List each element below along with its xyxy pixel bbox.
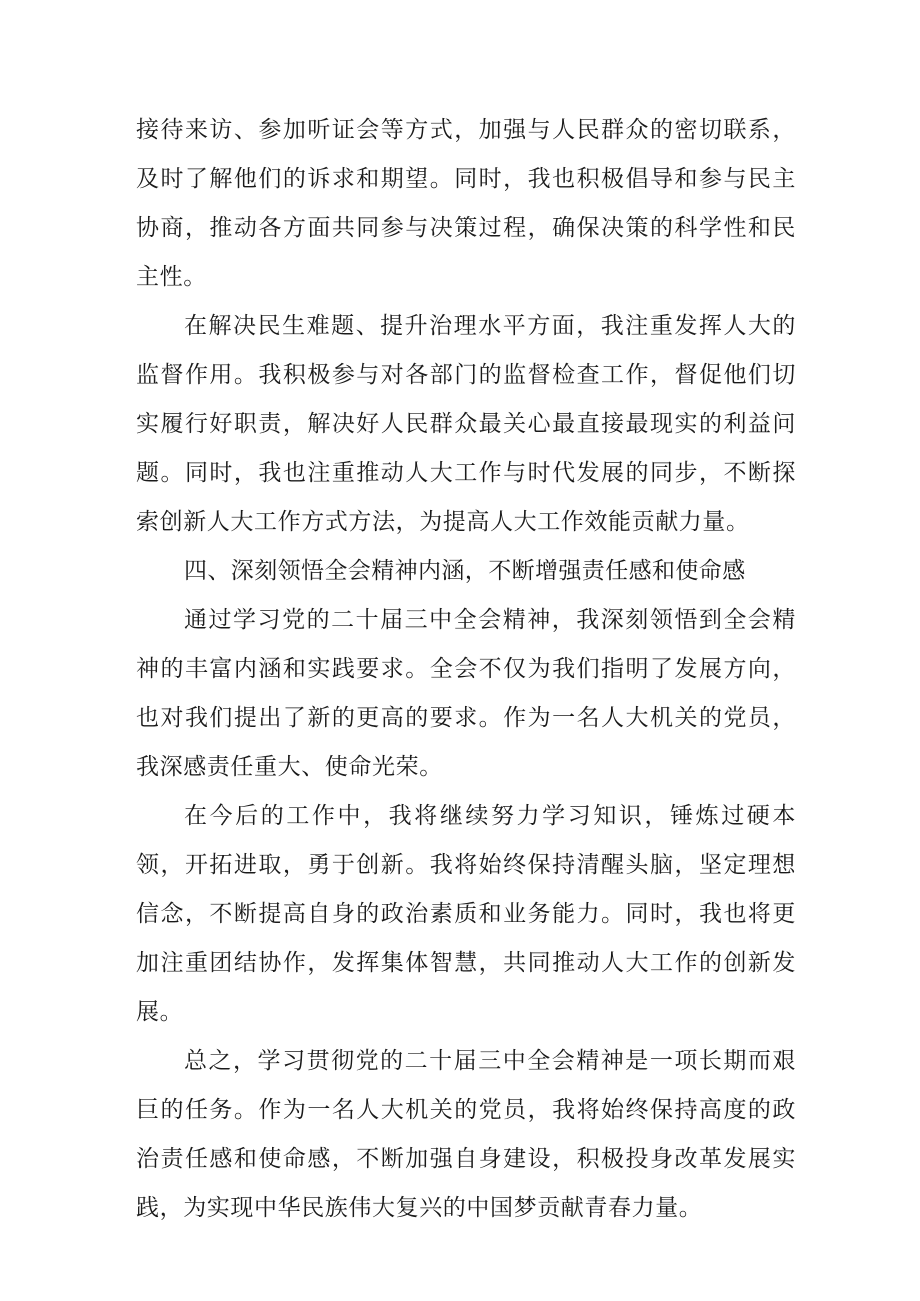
paragraph-study-spirit: 通过学习党的二十届三中全会精神，我深刻领悟到全会精神的丰富内涵和实践要求。全会不仅为我们指明了发展方向，也对我们提出了新的更高的要求。作为一名人大机关的党员，我深感责任重大、使命光荣。 [136,607,796,780]
paragraph-supervision: 在解决民生难题、提升治理水平方面，我注重发挥人大的监督作用。我积极参与对各部门的监督检查工作，督促他们切实履行好职责，解决好人民群众最关心最直接最现实的利益问题。同时，我也注重推动人大工作与时代发展的同步，不断探索创新人大工作方式方法，为提高人大工作效能贡献力量。 [136,313,796,535]
paragraph-future-work: 在今后的工作中，我将继续努力学习知识，锤炼过硬本领，开拓进取，勇于创新。我将始终保持清醒头脑，坚定理想信念，不断提高自身的政治素质和业务能力。同时，我也将更加注重团结协作，发挥集体智慧，共同推动人大工作的创新发展。 [136,803,796,1025]
section-heading-four: 四、深刻领悟全会精神内涵，不断增强责任感和使命感 [184,558,746,584]
paragraph-conclusion: 总之，学习贯彻党的二十届三中全会精神是一项长期而艰巨的任务。作为一名人大机关的党员，我将始终保持高度的政治责任感和使命感，不断加强自身建设，积极投身改革发展实践，为实现中华民族伟大复兴的中国梦贡献青春力量。 [136,1048,796,1221]
paragraph-continuation: 接待来访、参加听证会等方式，加强与人民群众的密切联系，及时了解他们的诉求和期望。同时，我也积极倡导和参与民主协商，推动各方面共同参与决策过程，确保决策的科学性和民主性。 [136,117,796,290]
document-page [136,106,796,1233]
